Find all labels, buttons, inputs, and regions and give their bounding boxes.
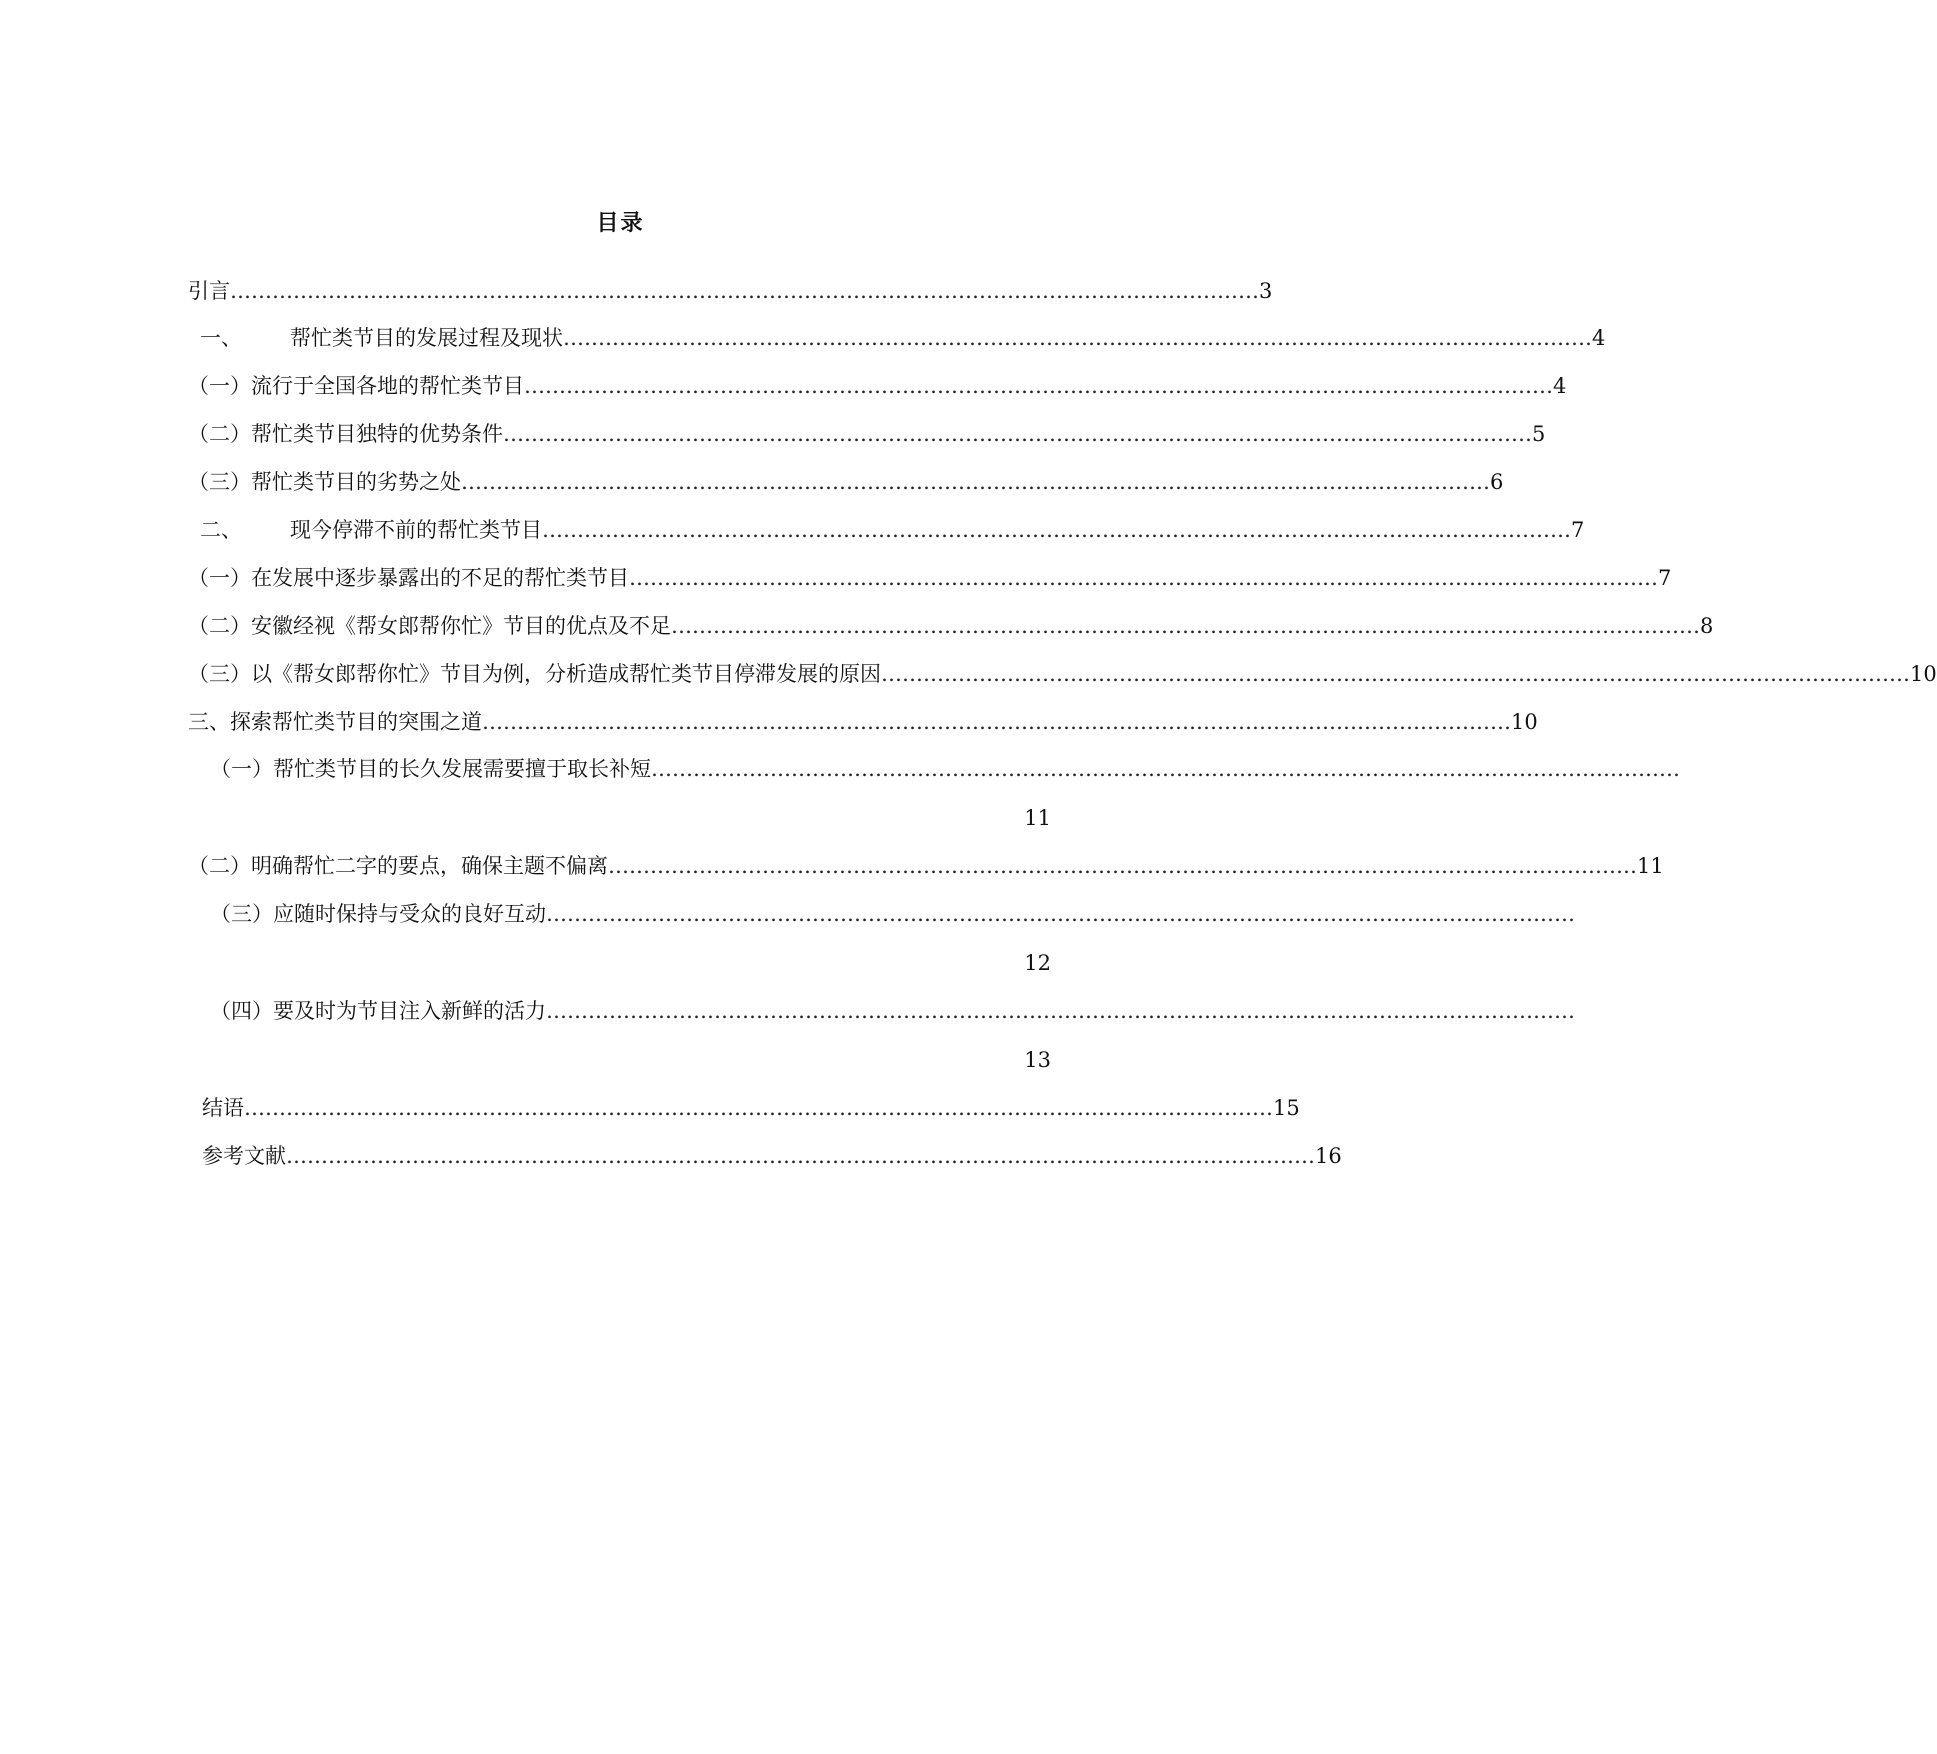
toc-page-number: 16 [1315,1144,1342,1168]
toc-leader-dots: ………………………………………………………………………………………………………………………………… [461,470,1490,494]
toc-leader-dots: ………………………………………………………………………………………………………………………………… [524,374,1553,398]
toc-chapter-number: 一、 [200,326,242,350]
toc-entry-label: （一）流行于全国各地的帮忙类节目 [188,374,524,398]
toc-page-number: 4 [1553,374,1567,398]
toc-entry-references[interactable] [202,1141,1342,1171]
toc-entry-label: 参考文献 [202,1144,286,1168]
toc-entry-intro[interactable] [188,276,1273,306]
toc-entry-label: （四）要及时为节目注入新鲜的活力 [210,999,546,1023]
toc-page-number: 10 [1511,710,1538,734]
toc-entry-3-4[interactable] [210,996,1575,1026]
toc-page-number: 3 [1259,279,1273,303]
toc-chapter-title: 帮忙类节目的发展过程及现状 [290,326,563,350]
toc-leader-dots: ………………………………………………………………………………………………………………………………… [503,422,1532,446]
toc-title: 目录 [596,210,645,236]
toc-leader-dots: ………………………………………………………………………………………………………………………………… [482,710,1511,734]
toc-page-number: 5 [1532,422,1546,446]
toc-leader-dots: ………………………………………………………………………………………………………………………………… [651,757,1680,781]
toc-entry-2-2[interactable] [188,611,1714,641]
toc-entry-label: （二）明确帮忙二字的要点，确保主题不偏离 [188,854,608,878]
toc-entry-label [200,323,563,353]
toc-entry-label: （三）以《帮女郎帮你忙》节目为例，分析造成帮忙类节目停滞发展的原因 [188,662,881,686]
toc-page-number: 13 [1024,1048,1051,1072]
toc-leader-dots: ………………………………………………………………………………………………………………………………… [671,614,1700,638]
toc-page-number: 11 [1024,806,1051,830]
toc-page-number: 4 [1592,326,1606,350]
toc-entry-3-3[interactable] [210,899,1575,929]
toc-entry-label: （三）应随时保持与受众的良好互动 [210,902,546,926]
toc-entry-1-1[interactable] [188,371,1567,401]
toc-page-number: 12 [1024,951,1051,975]
toc-page-number: 7 [1658,566,1672,590]
toc-entry-conclusion[interactable] [202,1093,1300,1123]
toc-page-number: 10 [1910,662,1937,686]
toc-entry-label: 三、探索帮忙类节目的突围之道 [188,710,482,734]
toc-entry-label: （二）安徽经视《帮女郎帮你忙》节目的优点及不足 [188,614,671,638]
toc-entry-3-2[interactable] [188,851,1664,881]
toc-entry-2-1[interactable] [188,563,1672,593]
toc-entry-label: （一）帮忙类节目的长久发展需要擅于取长补短 [210,757,651,781]
toc-entry-label: 结语 [202,1096,244,1120]
toc-leader-dots: ………………………………………………………………………………………………………………………………… [563,326,1592,350]
toc-entry-label: （一）在发展中逐步暴露出的不足的帮忙类节目 [188,566,629,590]
toc-leader-dots: ………………………………………………………………………………………………………………………………… [546,902,1575,926]
toc-chapter-title: 现今停滞不前的帮忙类节目 [290,518,542,542]
toc-entry-label: 引言 [188,279,230,303]
toc-entry-1-3[interactable] [188,467,1504,497]
toc-entry-label: （三）帮忙类节目的劣势之处 [188,470,461,494]
toc-chapter-number: 二、 [200,518,242,542]
toc-leader-dots: ………………………………………………………………………………………………………………………………… [608,854,1637,878]
toc-leader-dots: ………………………………………………………………………………………………………………………………… [546,999,1575,1023]
toc-entry-chapter-3[interactable] [188,707,1538,737]
toc-entry-2-3[interactable] [188,659,1937,689]
toc-page-number: 8 [1700,614,1714,638]
toc-entry-label [200,515,542,545]
toc-page-number: 6 [1490,470,1504,494]
toc-page-number: 11 [1637,854,1664,878]
toc-leader-dots: ………………………………………………………………………………………………………………………………… [286,1144,1315,1168]
toc-leader-dots: ………………………………………………………………………………………………………………………………… [244,1096,1273,1120]
toc-leader-dots: ………………………………………………………………………………………………………………………………… [881,662,1910,686]
toc-entry-3-1[interactable] [210,754,1680,784]
toc-leader-dots: ………………………………………………………………………………………………………………………………… [230,279,1259,303]
toc-entry-1-2[interactable] [188,419,1546,449]
toc-page-number: 15 [1273,1096,1300,1120]
toc-leader-dots: ………………………………………………………………………………………………………………………………… [629,566,1658,590]
toc-entry-chapter-2[interactable] [200,515,1585,545]
toc-entry-chapter-1[interactable] [200,323,1606,353]
toc-leader-dots: ………………………………………………………………………………………………………………………………… [542,518,1571,542]
toc-page-number: 7 [1571,518,1585,542]
toc-entry-label: （二）帮忙类节目独特的优势条件 [188,422,503,446]
